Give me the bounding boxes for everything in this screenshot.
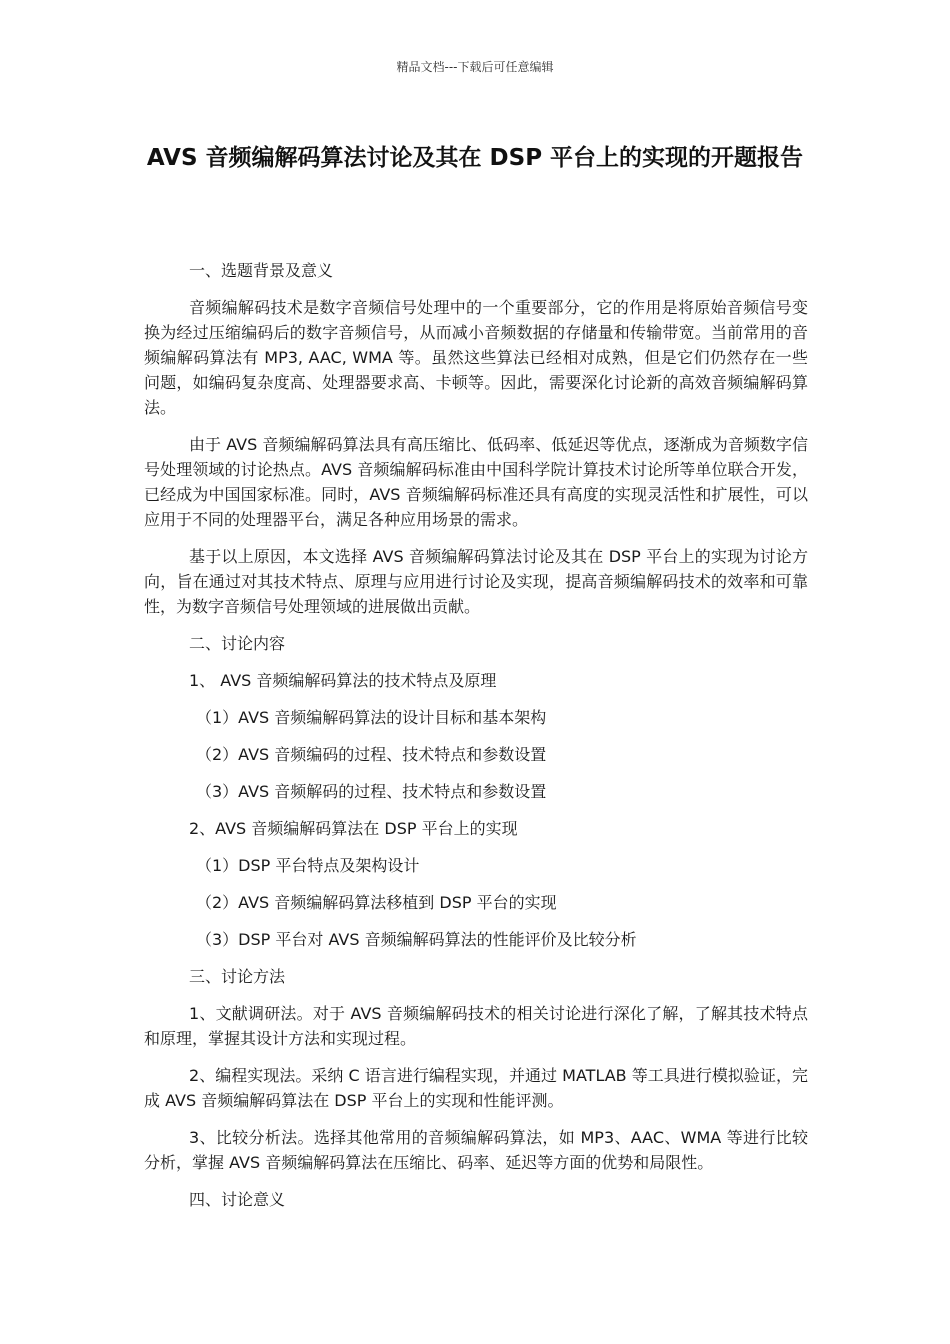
paragraph-method-2: 2、编程实现法。采纳 C 语言进行编程实现，并通过 MATLAB 等工具进行模拟验证，完成 AVS 音频编解码算法在 DSP 平台上的实现和性能评测。 bbox=[144, 1066, 808, 1110]
section-heading-1: 一、选题背景及意义 bbox=[189, 261, 334, 280]
section-heading-4: 四、讨论意义 bbox=[189, 1190, 286, 1209]
content-item-1: 1、 AVS 音频编解码算法的技术特点及原理 bbox=[189, 671, 497, 690]
paragraph-background-3: 基于以上原因，本文选择 AVS 音频编解码算法讨论及其在 DSP 平台上的实现为讨论方向，旨在通过对其技术特点、原理与应用进行讨论及实现，提高音频编解码技术的效率和可靠性，为数字音频信号处理领域的进展做出贡献。 bbox=[144, 547, 808, 616]
content-item-2: 2、AVS 音频编解码算法在 DSP 平台上的实现 bbox=[189, 819, 518, 838]
content-subitem-1-2: （2）AVS 音频编码的过程、技术特点和参数设置 bbox=[196, 745, 547, 764]
content-subitem-2-1: （1）DSP 平台特点及架构设计 bbox=[196, 856, 420, 875]
content-subitem-2-3: （3）DSP 平台对 AVS 音频编解码算法的性能评价及比较分析 bbox=[196, 930, 637, 949]
section-heading-2: 二、讨论内容 bbox=[189, 634, 286, 653]
paragraph-background-2: 由于 AVS 音频编解码算法具有高压缩比、低码率、低延迟等优点，逐渐成为音频数字信号处理领域的讨论热点。AVS 音频编解码标准由中国科学院计算技术讨论所等单位联合开发，已经成为中国国家标准。同时，AVS 音频编解码标准还具有高度的实现灵活性和扩展性，可以应用于不同的处理器平台，满足各种应用场景的需求。 bbox=[144, 435, 808, 529]
section-heading-3: 三、讨论方法 bbox=[189, 967, 286, 986]
paragraph-background-1: 音频编解码技术是数字音频信号处理中的一个重要部分，它的作用是将原始音频信号变换为经过压缩编码后的数字音频信号，从而减小音频数据的存储量和传输带宽。当前常用的音频编解码算法有 MP3, AAC, WMA 等。虽然这些算法已经相对成熟，但是它们仍然存在一些问题，如编码复杂度高、处理器要求高、卡顿等。因此，需要深化讨论新的高效音频编解码算法。 bbox=[144, 298, 808, 417]
paragraph-method-1: 1、文献调研法。对于 AVS 音频编解码技术的相关讨论进行深化了解，了解其技术特点和原理，掌握其设计方法和实现过程。 bbox=[144, 1004, 808, 1048]
paragraph-method-3: 3、比较分析法。选择其他常用的音频编解码算法，如 MP3、AAC、WMA 等进行比较分析，掌握 AVS 音频编解码算法在压缩比、码率、延迟等方面的优势和局限性。 bbox=[144, 1128, 808, 1172]
content-subitem-1-3: （3）AVS 音频解码的过程、技术特点和参数设置 bbox=[196, 782, 547, 801]
document-title: AVS 音频编解码算法讨论及其在 DSP 平台上的实现的开题报告 bbox=[146, 145, 804, 171]
document-body bbox=[144, 258, 808, 1212]
header-note: 精品文档---下载后可任意编辑 bbox=[396, 60, 554, 74]
content-subitem-1-1: （1）AVS 音频编解码算法的设计目标和基本架构 bbox=[196, 708, 547, 727]
content-subitem-2-2: （2）AVS 音频编解码算法移植到 DSP 平台的实现 bbox=[196, 893, 557, 912]
